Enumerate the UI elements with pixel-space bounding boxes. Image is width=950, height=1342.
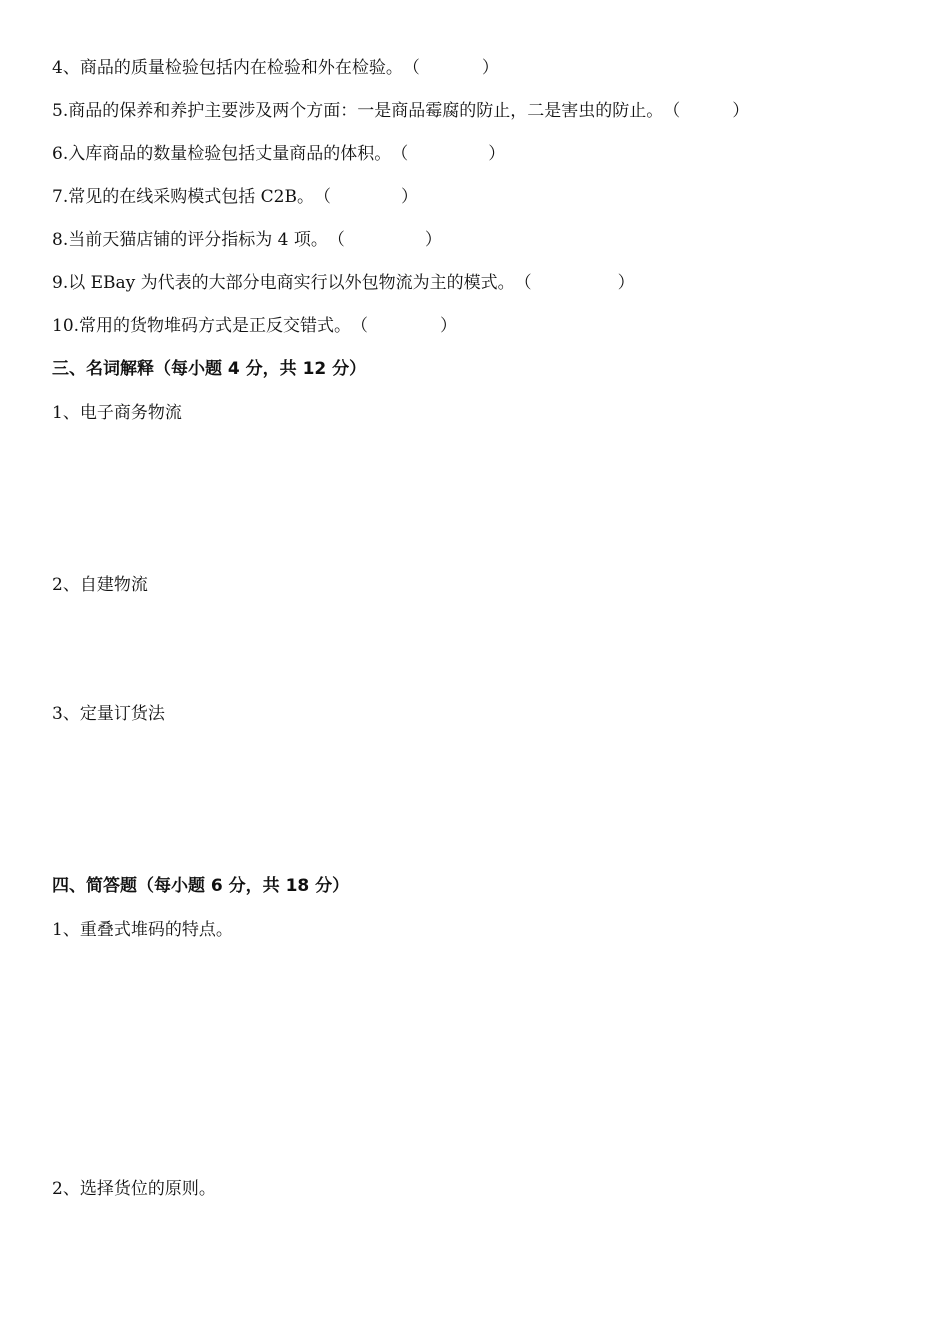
judge-item-text: 5.商品的保养和养护主要涉及两个方面：一是商品霉腐的防止，二是害虫的防止。 xyxy=(52,101,664,121)
judge-item-text: 7.常见的在线采购模式包括 C2B。 xyxy=(52,187,314,207)
term-item-2: 2、自建物流 xyxy=(52,575,148,595)
answer-paren-close: ） xyxy=(488,144,506,164)
judge-item-6 xyxy=(52,142,505,166)
section-3-title: 三、名词解释（每小题 4 分，共 12 分） xyxy=(52,359,367,379)
judge-item-text: 8.当前天猫店铺的评分指标为 4 项。 xyxy=(52,230,328,250)
answer-paren-close: ） xyxy=(440,316,458,336)
answer-paren-close: ） xyxy=(481,58,499,78)
judge-item-text: 9.以 EBay 为代表的大部分电商实行以外包物流为主的模式。 xyxy=(52,273,515,293)
judge-item-10 xyxy=(52,314,457,338)
judge-item-9 xyxy=(52,271,635,295)
judge-item-5 xyxy=(52,99,749,123)
answer-paren-open: （ xyxy=(402,58,420,78)
answer-paren-open: （ xyxy=(663,101,681,121)
judge-item-4 xyxy=(52,56,499,80)
answer-paren-open: （ xyxy=(391,144,409,164)
answer-paren-close: ） xyxy=(732,101,750,121)
answer-paren-open: （ xyxy=(351,316,369,336)
judge-item-text: 6.入库商品的数量检验包括丈量商品的体积。 xyxy=(52,144,392,164)
section-4-title: 四、简答题（每小题 6 分，共 18 分） xyxy=(52,876,350,896)
judge-item-text: 10.常用的货物堆码方式是正反交错式。 xyxy=(52,316,352,336)
short-answer-item-2: 2、选择货位的原则。 xyxy=(52,1179,216,1199)
answer-paren-close: ） xyxy=(400,187,418,207)
answer-paren-open: （ xyxy=(327,230,345,250)
term-item-3: 3、定量订货法 xyxy=(52,704,165,724)
term-item-1: 1、电子商务物流 xyxy=(52,403,182,423)
answer-paren-close: ） xyxy=(424,230,442,250)
answer-paren-open: （ xyxy=(514,273,532,293)
short-answer-item-1: 1、重叠式堆码的特点。 xyxy=(52,920,233,940)
answer-paren-close: ） xyxy=(617,273,635,293)
judge-item-text: 4、商品的质量检验包括内在检验和外在检验。 xyxy=(52,58,403,78)
answer-paren-open: （ xyxy=(313,187,331,207)
judge-item-8 xyxy=(52,228,442,252)
judge-item-7 xyxy=(52,185,418,209)
